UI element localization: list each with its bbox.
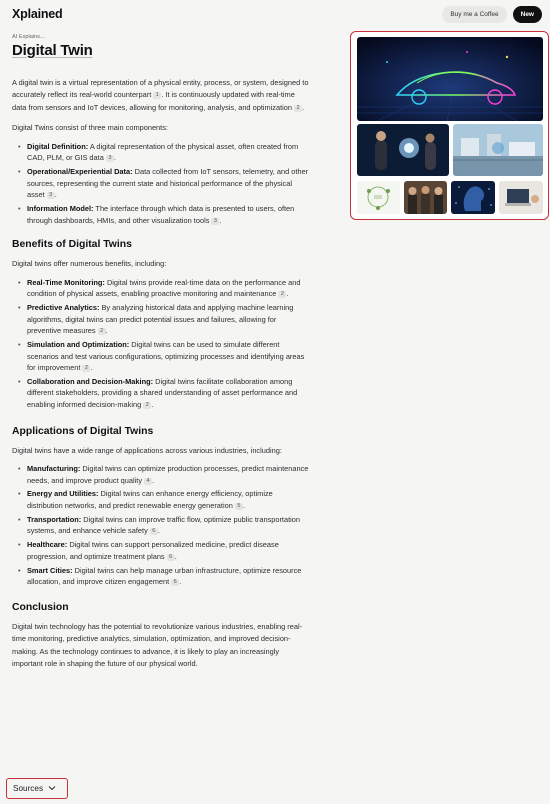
list-item-text: A digital representation of the physical asset, often created from CAD, PLM, or GIS data [27,141,299,163]
list-item [18,302,310,337]
laptop-image[interactable] [499,181,543,214]
diagram-image[interactable] [357,181,400,214]
conclusion-heading: Conclusion [12,601,69,613]
list-item-term: Operational/Experiential Data: [27,167,133,176]
citation-badge[interactable]: 5 [235,503,243,510]
list-item [18,203,310,226]
list-item-term: Information Model: [27,203,94,213]
list-item-term: Real-Time Monitoring: [27,277,105,287]
new-button[interactable]: New [513,6,542,23]
list-item-term: Simulation and Optimization: [27,339,130,349]
list-item [18,565,310,588]
list-item-text: Digital twins can optimize production processes, predict maintenance needs, and improve product quality [27,464,309,485]
list-item-term: Digital Definition: [27,141,89,151]
list-item-text: Digital twins provide real-time data on the performance and condition of physical assets, enabling proactive monitoring and maintenance [27,277,301,299]
page-title: Digital Twin [12,42,93,59]
intro-paragraph [12,77,310,114]
benefits-intro: Digital twins offer numerous benefits, including: [12,259,167,269]
team-photo-image[interactable] [404,181,447,214]
list-item-term: Manufacturing: [27,464,81,474]
eyebrow-label: AI Explains... [12,34,45,40]
list-item-end: . [151,400,154,410]
benefits-list [12,277,310,411]
list-item-text: Digital twins can support personalized medicine, predict disease progression, and optimize treatment plans [27,540,279,561]
citation-badge[interactable]: 4 [144,478,152,485]
citation-badge[interactable]: 3 [47,192,55,199]
applications-intro: Digital twins have a wide range of applications across various industries, including: [12,445,282,455]
buy-coffee-button[interactable]: Buy me a Coffee [442,6,506,23]
list-item-text: By analyzing historical data and applying machine learning algorithms, digital twins can predict potential issues and failures, allowing for preventive measures [27,302,294,336]
list-item-text: Digital twins can enhance energy efficiency, optimize distribution networks, and predict renewable energy generation [27,489,273,511]
list-item-end: . [152,475,155,485]
list-item [18,141,310,164]
components-intro: Digital Twins consist of three main components: [12,123,168,133]
list-item [18,166,310,201]
intro-text: . [302,102,305,112]
top-actions [442,6,542,23]
conclusion-paragraph: Digital twin technology has the potential to revolutionize various industries, enabling real-time monitoring, predictive analytics, simulation, optimization, and improved decision-making. As the technology continues to advance, it is likely to play an increasingly important role in shaping the future of our physical world. [12,621,303,668]
list-item [18,514,310,537]
list-item-text: Digital twins can improve traffic flow, optimize public transportation systems, and enhance vehicle safety [27,514,301,536]
sources-toggle-button[interactable] [6,778,68,799]
ai-head-image[interactable] [451,181,495,214]
benefits-heading: Benefits of Digital Twins [12,239,132,251]
list-item-text: Digital twins facilitate collaboration among different stakeholders, providing a shared understanding of asset performance and enabling informed decision-making [27,376,298,410]
list-item-term: Healthcare: [27,540,68,550]
list-item-end: . [90,363,93,373]
list-item [18,463,310,486]
list-item-end: . [113,153,116,163]
list-item-term: Smart Cities: [27,565,73,575]
list-item-text: Digital twins can help manage urban infrastructure, optimize resource allocation, and improve citizen engagement [27,565,302,587]
citation-badge[interactable]: 1 [153,92,161,99]
factory-line-image[interactable] [453,124,543,176]
citation-badge[interactable]: 2 [294,105,302,112]
list-item-end: . [157,526,160,536]
list-item-end: . [286,289,289,299]
chevron-down-icon [48,784,56,793]
list-item-end: . [174,551,177,561]
list-item-end: . [54,190,57,200]
car-wireframe-image[interactable] [357,37,543,121]
applications-list [12,463,310,588]
article [12,34,310,670]
citation-badge[interactable]: 2 [143,402,151,409]
top-bar [0,0,550,28]
intro-text: A digital twin is a virtual representation of a physical entity, process, or system, designed to accurately reflect its real-world counterpart [12,78,309,100]
sources-label: Sources [13,784,44,793]
citation-badge[interactable]: 2 [98,328,106,335]
list-item-term: Transportation: [27,514,82,524]
applications-heading: Applications of Digital Twins [12,425,154,437]
list-item-term: Collaboration and Decision-Making: [27,376,154,386]
citation-badge[interactable]: 6 [171,579,179,586]
list-item-end: . [179,577,182,587]
vr-presentation-image[interactable] [357,124,449,176]
list-item [18,488,310,511]
list-item-text: Data collected from IoT sensors, telemetry, and other sources, representing the current state and historical performance of the physical asset [27,167,309,200]
image-gallery [350,31,549,220]
citation-badge[interactable]: 3 [106,155,114,162]
intro-text: . It is continuously updated with real-time data from sensors and IoT devices, allowing for monitoring, analysis, and optimization [12,90,295,112]
list-item [18,277,310,300]
components-list [12,141,310,227]
list-item-term: Predictive Analytics: [27,302,100,312]
list-item-end: . [219,215,222,225]
list-item-end: . [242,501,245,511]
list-item-text: The interface through which data is presented to users, often through dashboards, HMIs, and other visualization tools [27,203,295,225]
list-item-end: . [105,326,108,336]
citation-badge[interactable]: 2 [82,365,90,372]
citation-badge[interactable]: 3 [211,218,219,225]
citation-badge[interactable]: 6 [150,528,158,535]
list-item-term: Energy and Utilities: [27,489,99,499]
list-item [18,376,310,411]
list-item [18,539,310,562]
list-item [18,339,310,374]
citation-badge[interactable]: 2 [278,291,286,298]
list-item-text: Digital twins can be used to simulate different scenarios and test various configurations, optimizing processes and identifying areas for improvement [27,339,305,373]
citation-badge[interactable]: 6 [167,554,175,561]
brand-logo[interactable]: Xplained [12,7,63,21]
